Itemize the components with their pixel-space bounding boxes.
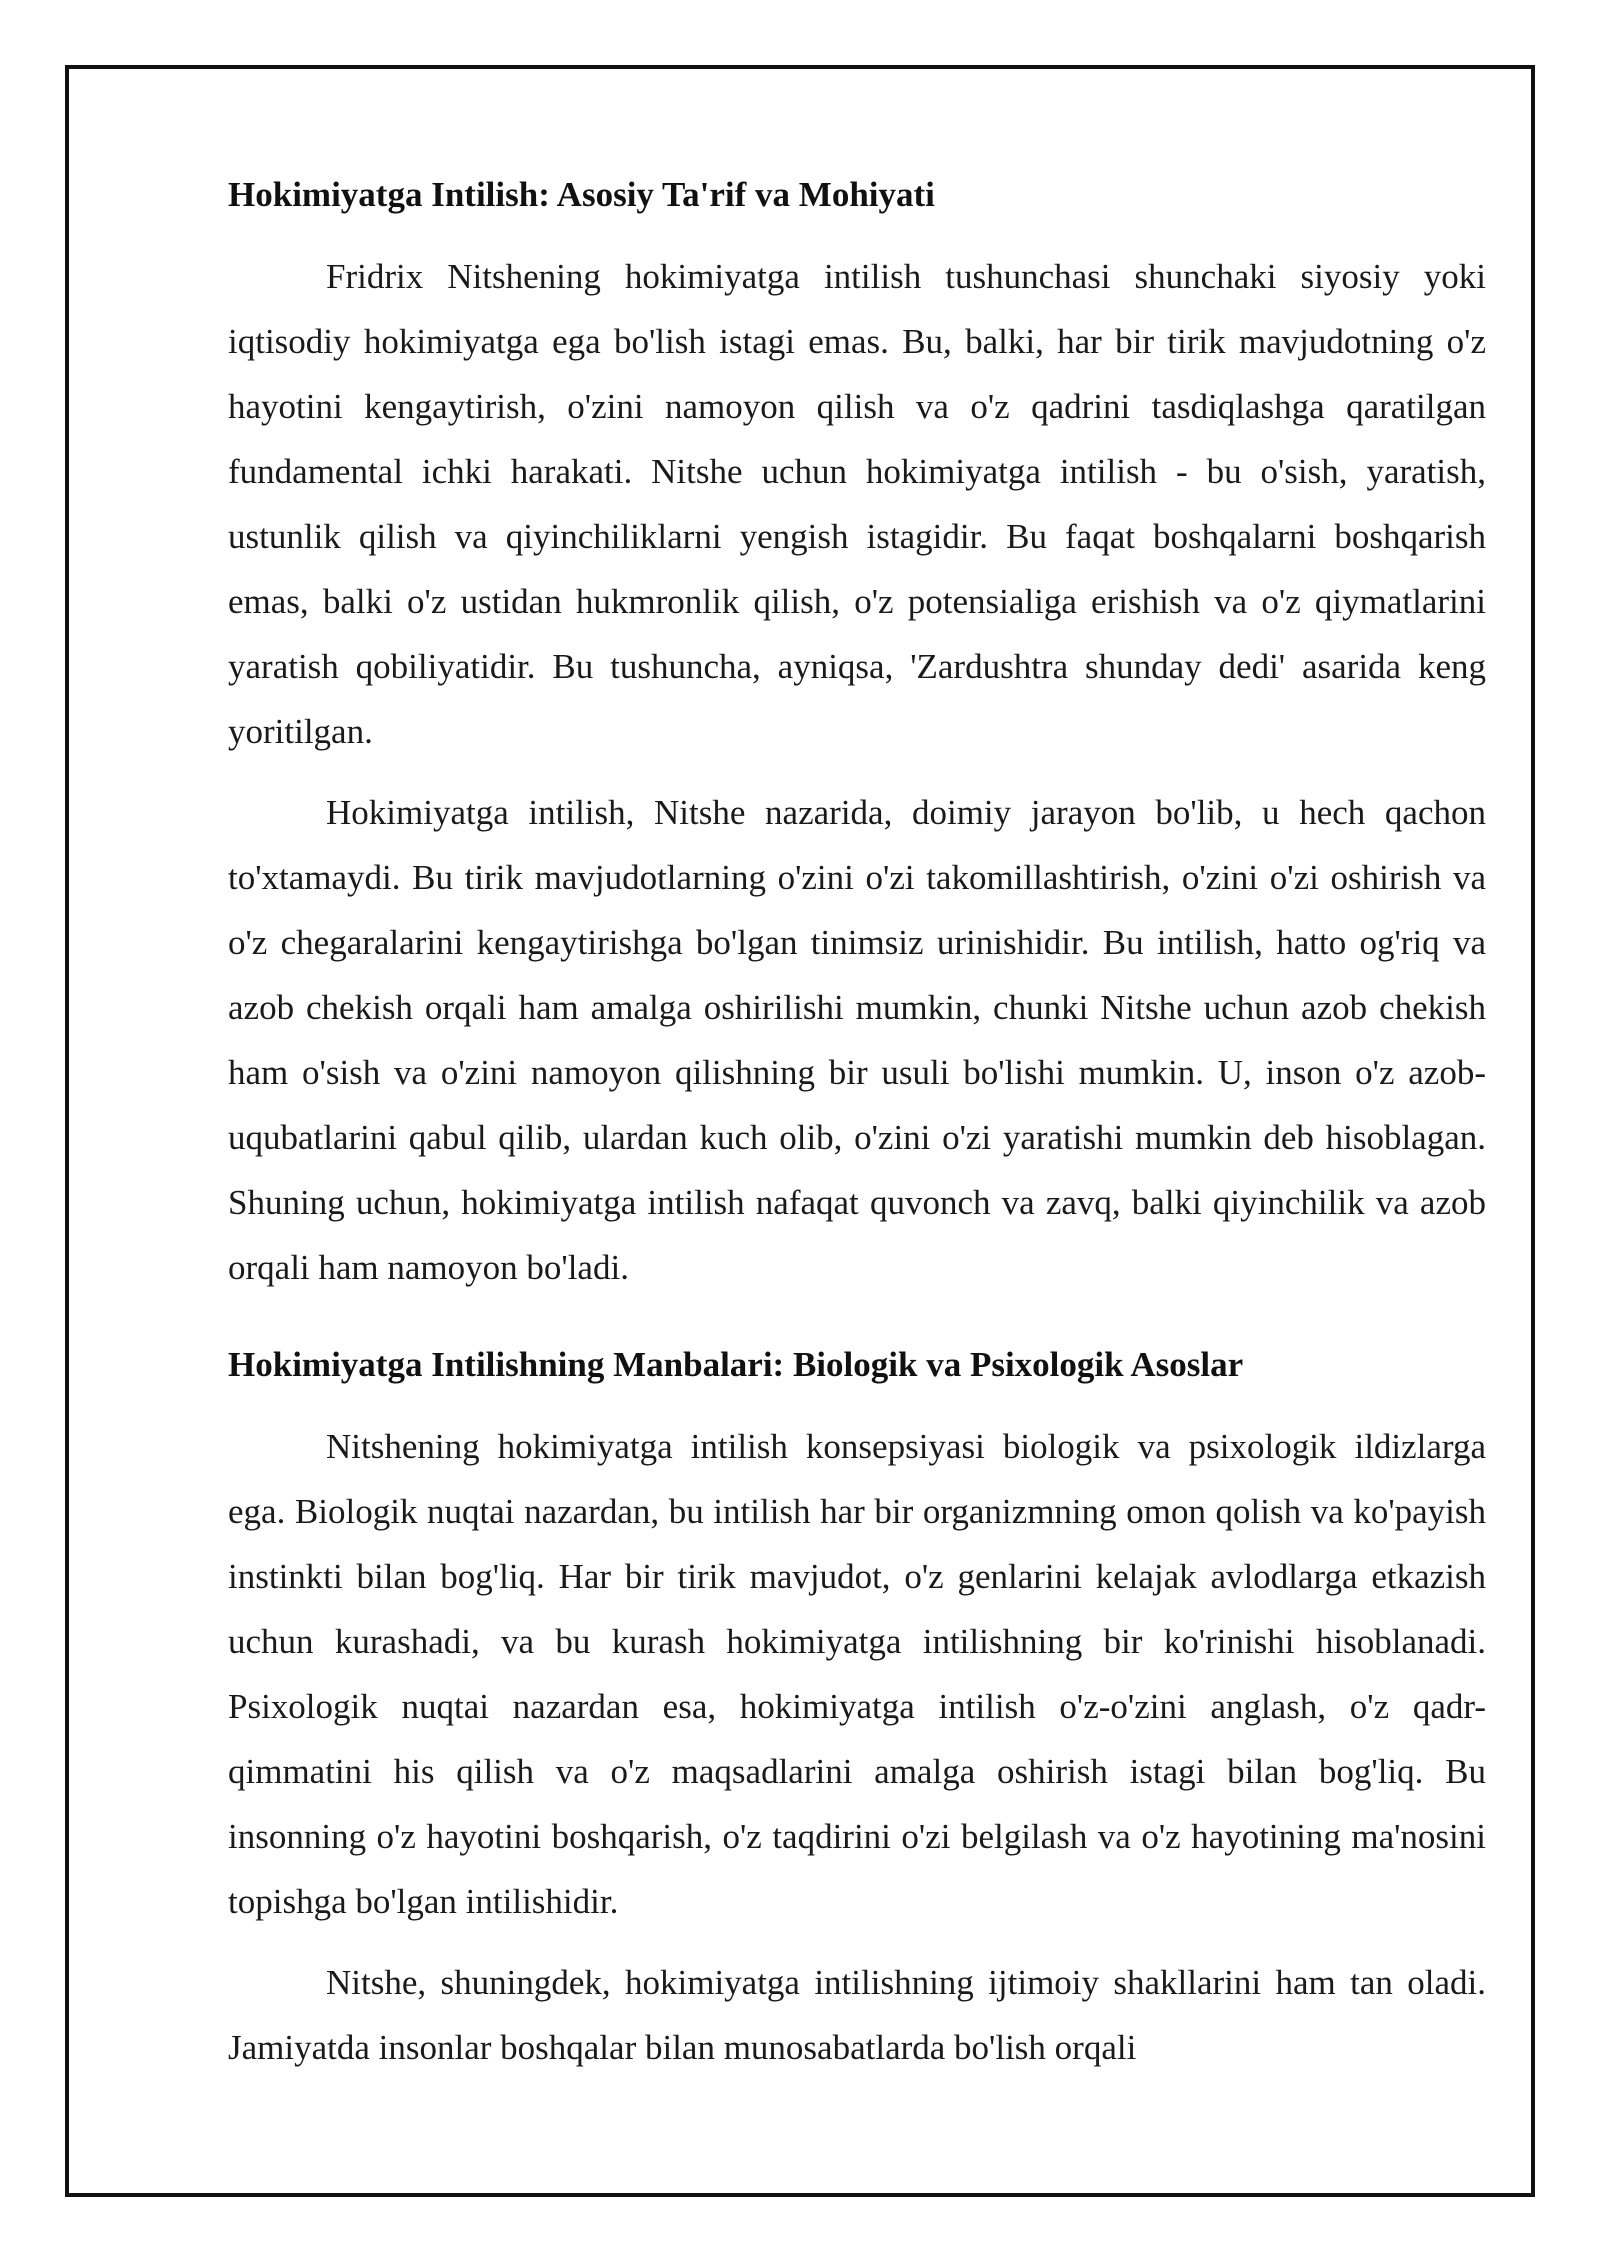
paragraph: Nitshe, shuningdek, hokimiyatga intilishning ijtimoiy shakllarini ham tan oladi. Jamiyatda insonlar boshqalar bilan munosabatlarda bo'lish orqali bbox=[228, 1963, 1486, 2067]
section-sources bbox=[228, 1340, 1486, 2080]
section-heading: Hokimiyatga Intilishning Manbalari: Biologik va Psixologik Asoslar bbox=[228, 1345, 1244, 1384]
document-body bbox=[228, 170, 1486, 2096]
paragraph: Fridrix Nitshening hokimiyatga intilish tushunchasi shunchaki siyosiy yoki iqtisodiy hokimiyatga ega bo'lish istagi emas. Bu, balki, har bir tirik mavjudotning o'z hayotini kengaytirish, o'zini namoyon qilish va o'z qadrini tasdiqlashga qaratilgan fundamental ichki harakati. Nitshe uchun hokimiyatga intilish - bu o'sish, yaratish, ustunlik qilish va qiyinchiliklarni yengish istagidir. Bu faqat boshqalarni boshqarish emas, balki o'z ustidan hukmronlik qilish, o'z potensialiga erishish va o'z qiymatlarini yaratish qobiliyatidir. Bu tushuncha, ayniqsa, 'Zardushtra shunday dedi' asarida keng yoritilgan. bbox=[228, 257, 1486, 751]
section-definition bbox=[228, 170, 1486, 1300]
section-heading: Hokimiyatga Intilish: Asosiy Ta'rif va Mohiyati bbox=[228, 175, 935, 214]
paragraph: Hokimiyatga intilish, Nitshe nazarida, doimiy jarayon bo'lib, u hech qachon to'xtamaydi. Bu tirik mavjudotlarning o'zini o'zi takomillashtirish, o'zini o'zi oshirish va o'z chegaralarini kengaytirishga bo'lgan tinimsiz urinishidir. Bu intilish, hatto og'riq va azob chekish orqali ham amalga oshirilishi mumkin, chunki Nitshe uchun azob chekish ham o'sish va o'zini namoyon qilishning bir usuli bo'lishi mumkin. U, inson o'z azob-uqubatlarini qabul qilib, ulardan kuch olib, o'zini o'zi yaratishi mumkin deb hisoblagan. Shuning uchun, hokimiyatga intilish nafaqat quvonch va zavq, balki qiyinchilik va azob orqali ham namoyon bo'ladi. bbox=[228, 793, 1486, 1287]
paragraph: Nitshening hokimiyatga intilish konsepsiyasi biologik va psixologik ildizlarga ega. Biologik nuqtai nazardan, bu intilish har bir organizmning omon qolish va ko'payish instinkti bilan bog'liq. Har bir tirik mavjudot, o'z genlarini kelajak avlodlarga etkazish uchun kurashadi, va bu kurash hokimiyatga intilishning bir ko'rinishi hisoblanadi. Psixologik nuqtai nazardan esa, hokimiyatga intilish o'z-o'zini anglash, o'z qadr-qimmatini his qilish va o'z maqsadlarini amalga oshirish istagi bilan bog'liq. Bu insonning o'z hayotini boshqarish, o'z taqdirini o'zi belgilash va o'z hayotining ma'nosini topishga bo'lgan intilishidir. bbox=[228, 1427, 1486, 1921]
